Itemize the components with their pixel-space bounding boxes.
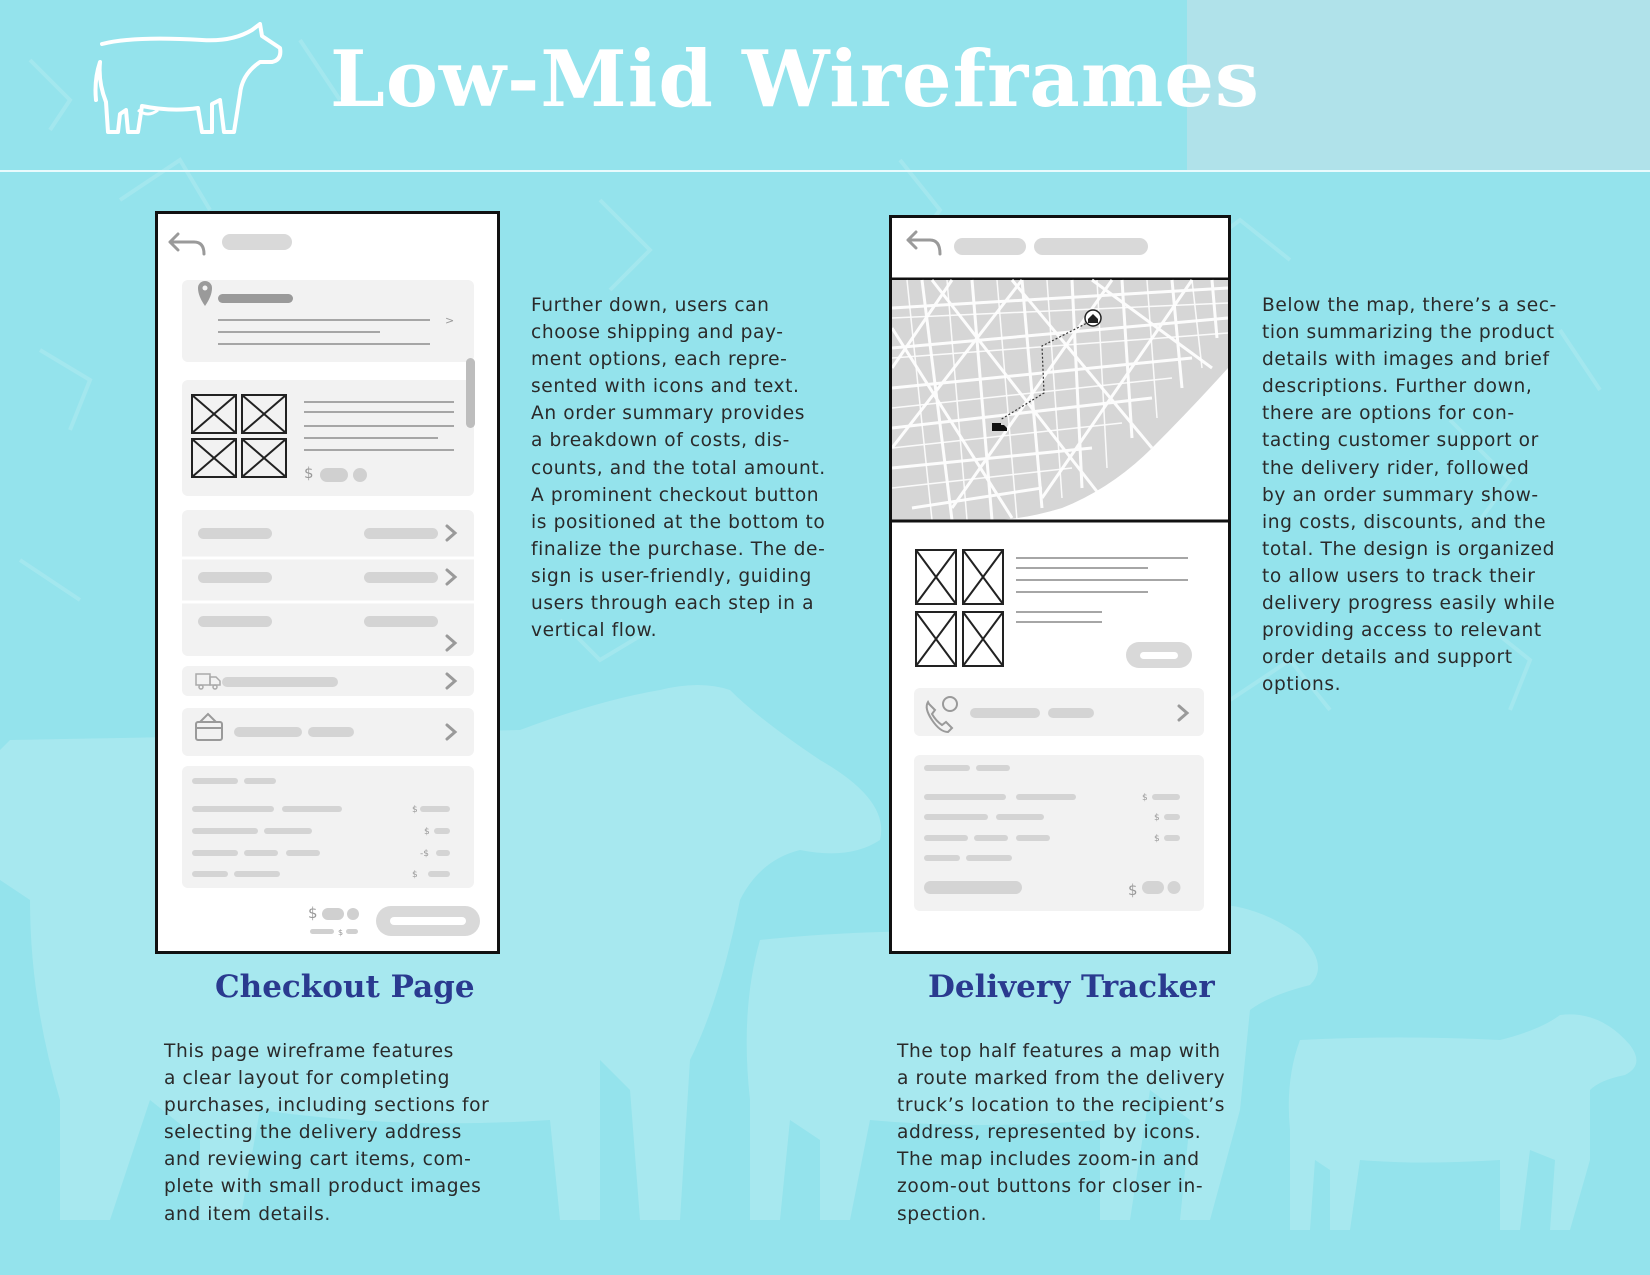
delivery-tracker-wireframe <box>889 215 1231 954</box>
svg-text:$: $ <box>1142 793 1148 803</box>
home-icon <box>1085 310 1101 326</box>
checkout-wireframe-drawing <box>158 214 497 951</box>
page-title: Low-Mid Wireframes <box>330 34 1260 125</box>
checkout-wireframe <box>155 211 500 954</box>
svg-text:-$: -$ <box>420 849 429 859</box>
cow-icon <box>92 22 287 142</box>
svg-text:$: $ <box>308 904 318 922</box>
tracker-caption: Delivery Tracker <box>928 969 1215 1005</box>
back-arrow-icon[interactable] <box>908 232 940 254</box>
svg-text:$: $ <box>338 928 344 937</box>
tracker-wireframe-drawing <box>892 218 1228 951</box>
price-dollar-glyph: $ <box>304 464 314 482</box>
svg-text:$: $ <box>1154 834 1160 844</box>
checkout-bottom-text: This page wireframe features a clear layout for completing purchases, including sections for selecting the delivery address and reviewing cart items, com- plete with small product images and item details. <box>164 1041 490 1225</box>
map[interactable] <box>892 280 1228 520</box>
svg-text:$: $ <box>1154 813 1160 823</box>
checkout-button[interactable] <box>376 906 480 936</box>
back-arrow-icon[interactable] <box>170 234 204 254</box>
header-divider <box>0 170 1650 172</box>
checkout-side-text: Further down, users can choose shipping and pay- ment options, each repre- sented with icons and text. An order summary provides a breakdown of costs, dis- counts, and the total amount. A prominent checkout button is positioned at the bottom to finalize the purchase. The de- sign is user-friendly, guiding users through each step in a vertical flow. <box>531 295 826 642</box>
tracker-side-text: Below the map, there’s a sec- tion summarizing the product details with images and brief descriptions. Further down, there are options for con- tacting customer support or the delivery rider, followed by an order summary show- ing costs, discounts, and the total. The design is organized to allow users to track their delivery progress easily while providing access to relevant order details and support options. <box>1262 295 1557 696</box>
tracker-bottom-text: The top half features a map with a route marked from the delivery truck’s location to the recipient’s address, represented by icons. The map includes zoom-in and zoom-out buttons for closer in- spection. <box>897 1041 1226 1225</box>
svg-text:$: $ <box>424 827 430 837</box>
svg-text:$: $ <box>412 805 418 815</box>
image-placeholder-icon <box>916 550 1003 666</box>
svg-text:$: $ <box>412 870 418 880</box>
scrollbar[interactable] <box>466 358 475 428</box>
details-button[interactable] <box>1126 642 1192 668</box>
contact-support-row[interactable] <box>914 688 1204 736</box>
svg-text:$: $ <box>1128 881 1138 899</box>
checkout-caption: Checkout Page <box>215 969 475 1005</box>
address-chevron[interactable]: > <box>445 314 455 327</box>
